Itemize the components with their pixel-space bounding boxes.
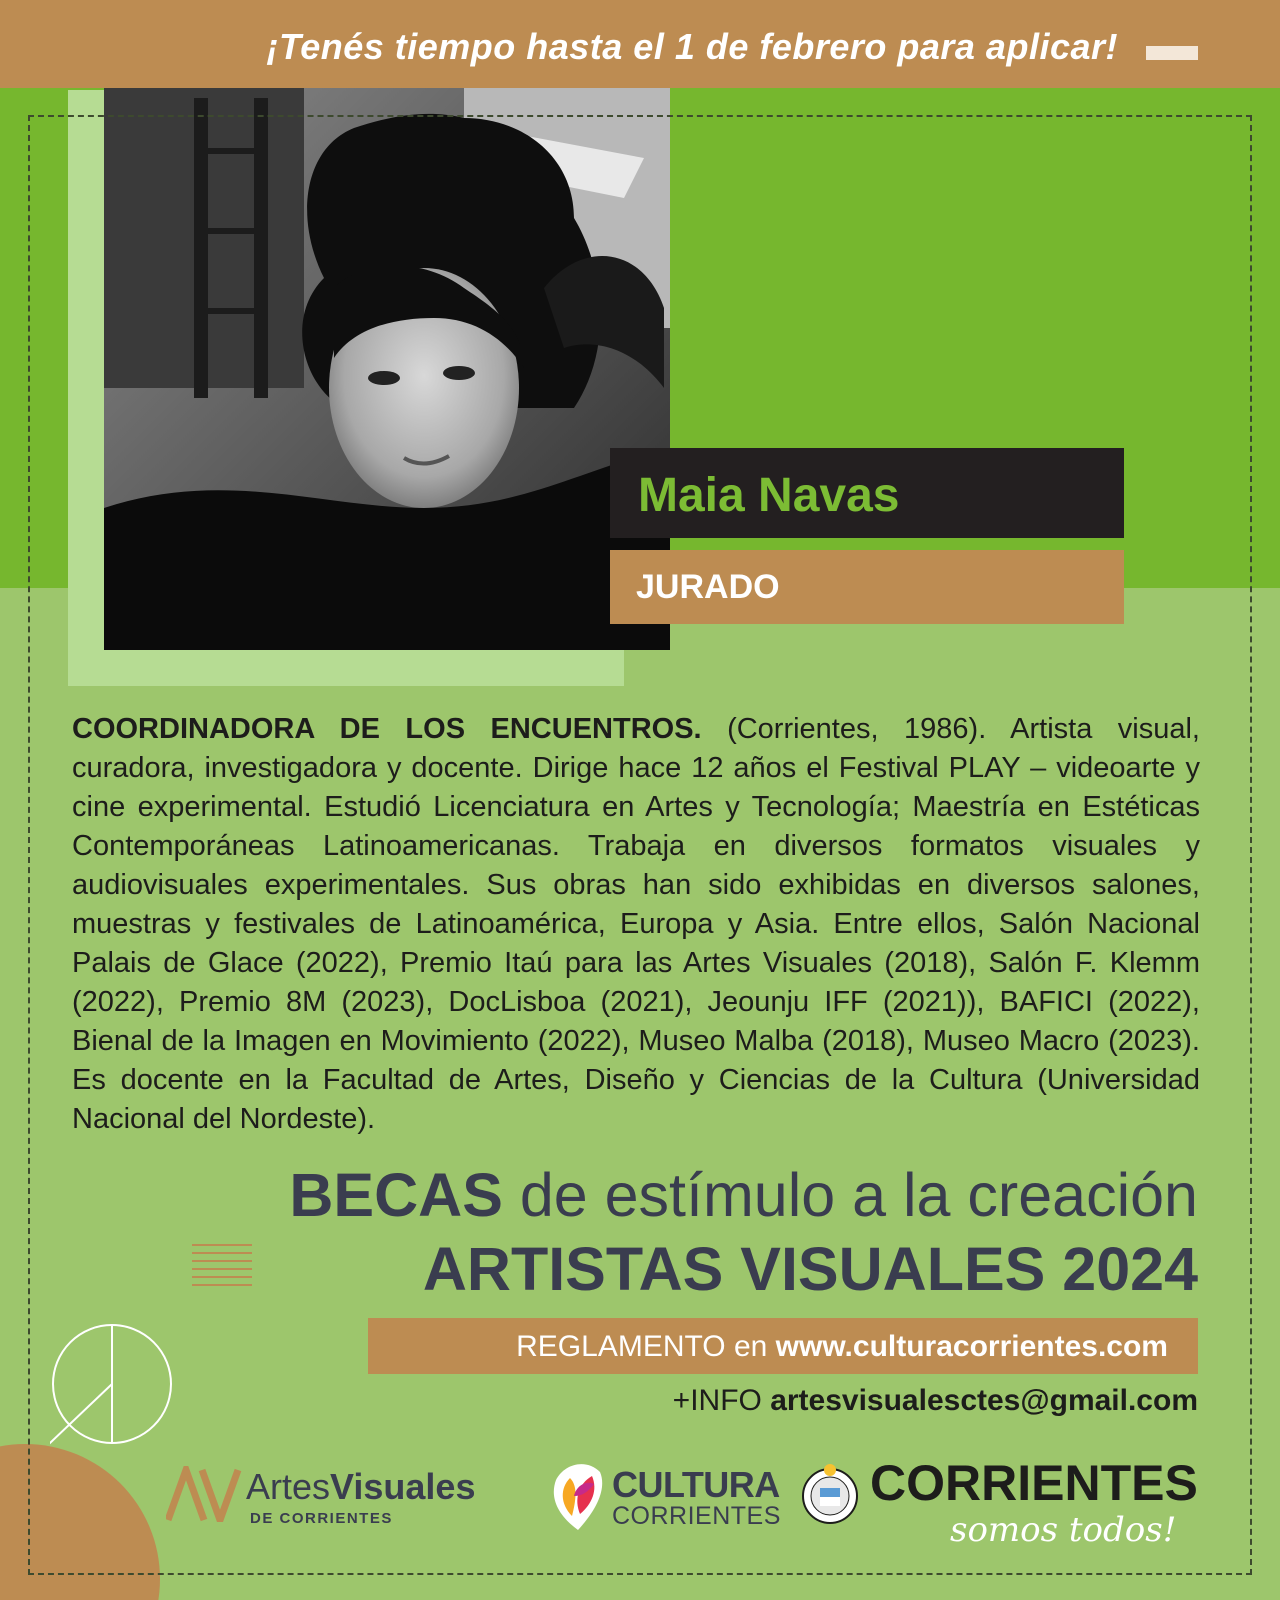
- jurado-role: JURADO: [636, 568, 780, 606]
- reglamento-label: REGLAMENTO en: [516, 1330, 776, 1363]
- top-banner: [0, 0, 1280, 88]
- circle-line-decor-icon: [50, 1322, 174, 1446]
- provincial-seal-icon: [800, 1454, 860, 1534]
- cultura-flame-icon: [550, 1456, 606, 1532]
- jurado-name: Maia Navas: [638, 469, 900, 522]
- becas-rest: de estímulo a la creación: [502, 1161, 1198, 1229]
- artes-visuales-title: [246, 1466, 475, 1508]
- artes-title-b: Visuales: [330, 1466, 476, 1507]
- portrait-image: [104, 88, 670, 650]
- name-plate: [610, 448, 1124, 538]
- corrientes-slogan: somos todos!: [950, 1510, 1177, 1550]
- cultura-corrientes-logo: [550, 1456, 781, 1537]
- info-label: +INFO: [672, 1384, 771, 1417]
- artes-visuales-sub: DE CORRIENTES: [250, 1510, 393, 1527]
- av-monogram-icon: [166, 1466, 242, 1522]
- menu-dash-icon: [1146, 46, 1198, 60]
- bio-lead: COORDINADORA DE LOS ENCUENTROS.: [72, 713, 702, 745]
- artes-visuales-logo: [166, 1466, 476, 1527]
- stripes-decor-icon: [192, 1244, 252, 1294]
- bio-text: (Corrientes, 1986). Artista visual, curadora, investigadora y docente. Dirige hace 12 años el Festival PLAY – videoarte y cine experimental. Estudió Licenciatura en Artes y Tecnología; Maestría en Estéticas Contemporáneas Latinoamericanas. Trabaja en diversos formatos visuales y audiovisuales experimentales. Sus obras han sido exhibidas en diversos salones, muestras y festivales de Latinoamérica, Europa y Asia. Entre ellos, Salón Nacional Palais de Glace (2022), Premio Itaú para las Artes Visuales (2018), Salón F. Klemm (2022), Premio 8M (2023), DocLisboa (2021), Jeounju IFF (2021)), BAFICI (2022), Bienal de la Imagen en Movimiento (2022), Museo Malba (2018), Museo Macro (2023). Es docente en la Facultad de Artes, Diseño y Ciencias de la Cultura (Universidad Nacional del Nordeste).: [72, 713, 1200, 1135]
- info-line: [673, 1384, 1198, 1418]
- reglamento-banner[interactable]: [368, 1318, 1198, 1374]
- becas-strong: BECAS: [289, 1161, 503, 1229]
- cultura-sub: CORRIENTES: [612, 1502, 781, 1530]
- becas-heading: [289, 1160, 1198, 1230]
- cultura-title: CULTURA: [612, 1464, 780, 1505]
- info-email-link[interactable]: artesvisualesctes@gmail.com: [770, 1384, 1198, 1417]
- deadline-text: ¡Tenés tiempo hasta el 1 de febrero para aplicar!: [266, 26, 1118, 67]
- gobierno-corrientes-logo: [800, 1454, 1198, 1550]
- role-plate: [610, 550, 1124, 624]
- artes-title-a: Artes: [246, 1466, 331, 1507]
- portrait-photo: [104, 88, 670, 650]
- corner-arc-decor: [0, 1444, 160, 1600]
- reglamento-link[interactable]: www.culturacorrientes.com: [775, 1330, 1168, 1363]
- corrientes-title: CORRIENTES: [870, 1455, 1198, 1511]
- artistas-heading: ARTISTAS VISUALES 2024: [422, 1235, 1198, 1303]
- bio-paragraph: [72, 710, 1200, 1139]
- reglamento-text: [516, 1330, 1168, 1364]
